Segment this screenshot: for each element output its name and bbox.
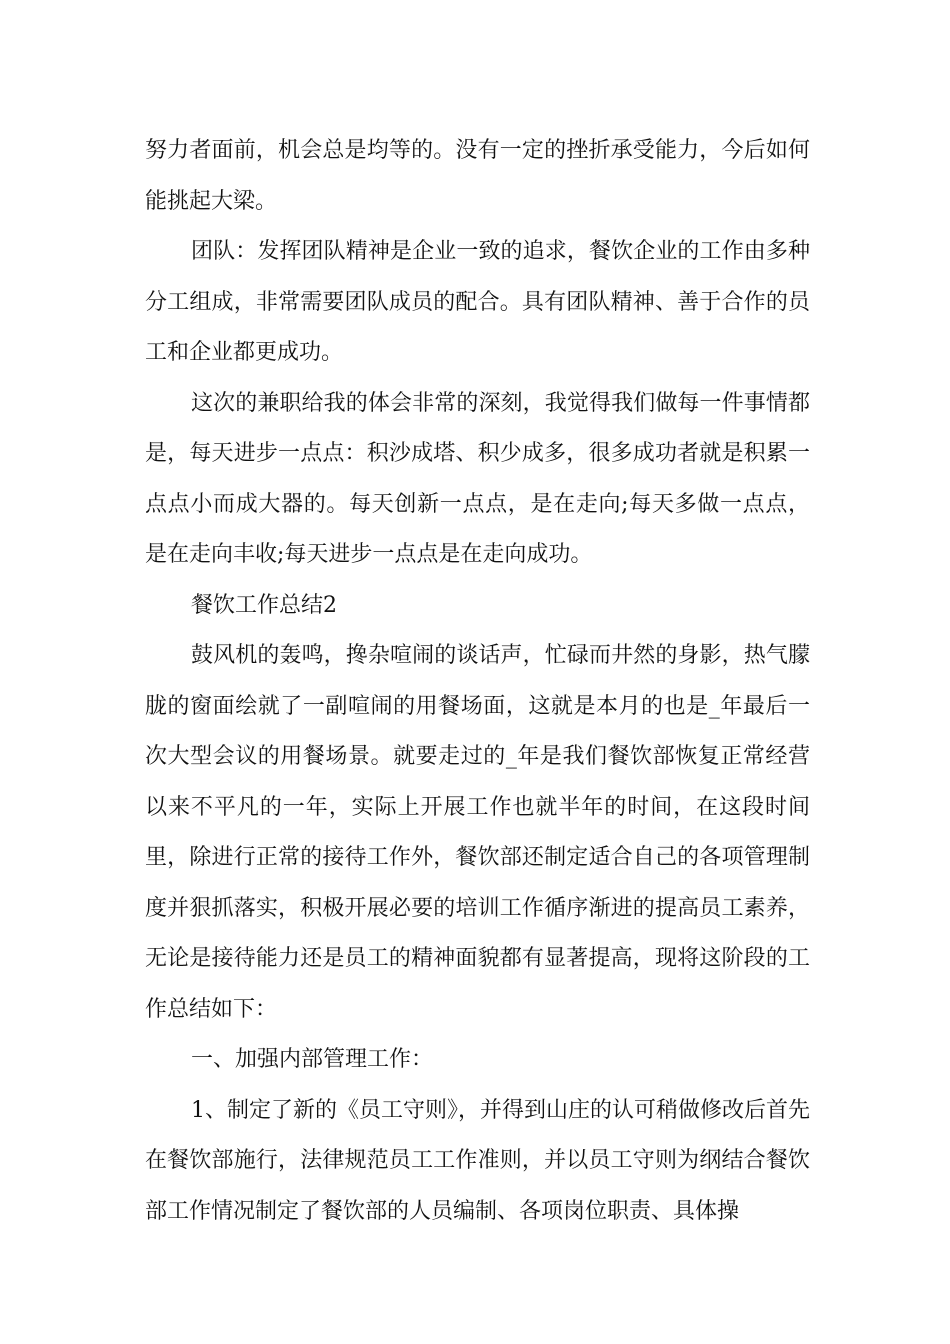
paragraph-5: 1、制定了新的《员工守则》，并得到山庄的认可稍做修改后首先在餐饮部施行，法律规范员工工作准则，并以员工守则为纲结合餐饮部工作情况制定了餐饮部的人员编制、各项岗位职责、具体操 xyxy=(145,1097,810,1224)
paragraph-1: 努力者面前，机会总是均等的。没有一定的挫折承受能力，今后如何能挑起大梁。 xyxy=(145,138,810,214)
paragraph-4: 鼓风机的轰鸣，搀杂喧闹的谈话声，忙碌而井然的身影，热气朦胧的窗面绘就了一副喧闹的用餐场面，这就是本月的也是_年最后一次大型会议的用餐场景。就要走过的_年是我们餐饮部恢复正常经营以来不平凡的一年，实际上开展工作也就半年的时间，在这段时间里，除进行正常的接待工作外，餐饮部还制定适合自己的各项管理制度并狠抓落实，积极开展必要的培训工作循序渐进的提高员工素养，无论是接待能力还是员工的精神面貌都有显著提高，现将这阶段的工作总结如下： xyxy=(145,643,810,1022)
section-heading: 餐饮工作总结2 xyxy=(191,592,337,618)
document-body xyxy=(145,126,810,1237)
paragraph-3: 这次的兼职给我的体会非常的深刻，我觉得我们做每一件事情都是，每天进步一点点：积沙成塔、积少成多，很多成功者就是积累一点点小而成大器的。每天创新一点点，是在走向;每天多做一点点，是在走向丰收;每天进步一点点是在走向成功。 xyxy=(145,390,810,567)
paragraph-2: 团队：发挥团队精神是企业一致的追求，餐饮企业的工作由多种分工组成，非常需要团队成员的配合。具有团队精神、善于合作的员工和企业都更成功。 xyxy=(145,239,810,365)
subsection-heading: 一、加强内部管理工作： xyxy=(191,1047,434,1072)
